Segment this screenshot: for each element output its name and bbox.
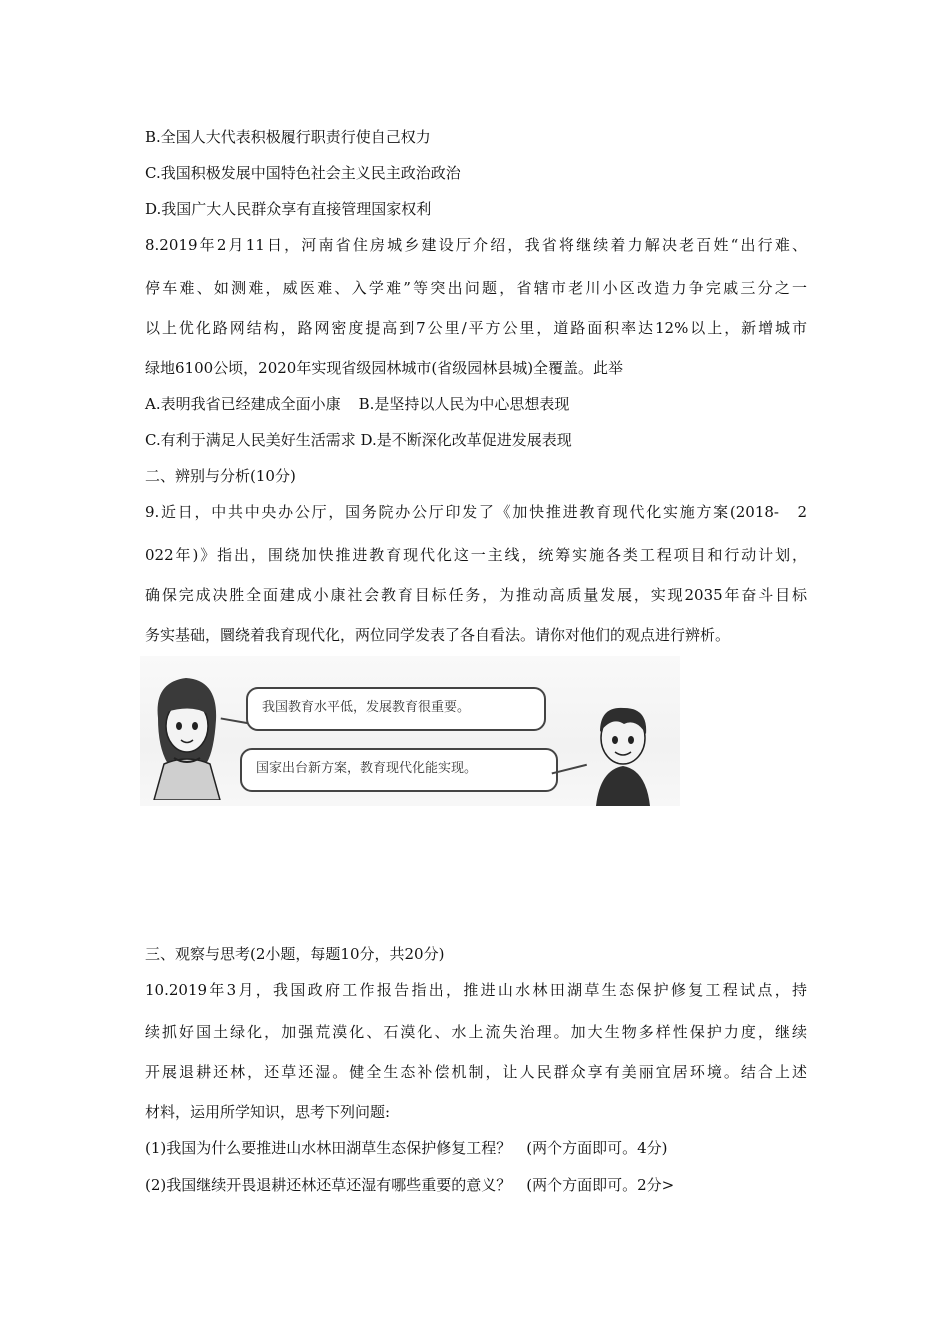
option-7b: B.全国人大代表积极履行职责行使自己权力 [145, 128, 431, 146]
question-10-line-1: 10.2019年3月，我国政府工作报告指出，推进山水林田湖草生态保护修复工程试点，持 [145, 981, 807, 999]
dialogue-illustration [140, 656, 680, 806]
question-10-sub-1: (1)我国为什么要推进山水林田湖草生态保护修复工程？ (两个方面即可。4分) [145, 1139, 668, 1157]
question-10-line-4: 材料，运用所学知识，思考下列问题: [145, 1103, 391, 1121]
question-10-line-2: 续抓好国土绿化，加强荒漠化、石漠化、水上流失治理。加大生物多样性保护力度，继续 [145, 1023, 807, 1041]
question-10-line-3: 开展退耕还林，还草还湿。健全生态补偿机制，让人民群众享有美丽宜居环境。结合上述 [145, 1063, 807, 1081]
question-8-line-4: 绿地6100公顷，2020年实现省级园林城市(省级园林县城)全覆盖。此举 [145, 359, 624, 377]
section-2-heading: 二、辨别与分析(10分) [145, 467, 296, 485]
girl-figure [148, 668, 226, 800]
question-8-line-3: 以上优化路网结构，路网密度提高到7公里/平方公里，道路面积率达12%以上，新增城市 [145, 319, 807, 337]
option-8b: B.是坚持以人民为中心思想表现 [358, 395, 570, 413]
option-8a: A.表明我省已经建成全面小康 [145, 395, 341, 413]
speech-bubble-2: 国家出台新方案，教育现代化能实现。 [240, 748, 558, 792]
speech-bubble-1: 我国教育水平低，发展教育很重要。 [246, 687, 546, 731]
boy-figure [586, 696, 660, 806]
question-10-sub-2: (2)我国继续开畏退耕还林还草还湿有哪些重要的意义？ (两个方面即可。2分> [145, 1176, 675, 1194]
option-8d: D.是不断深化改革促进发展表现 [360, 431, 572, 449]
option-7d: D.我国广大人民群众享有直接管理国家权利 [145, 200, 432, 218]
option-7c: C.我国积极发展中国特色社会主义民主政治政治 [145, 164, 461, 182]
question-8-line-2: 停车难、如测难，威医难、入学难”等突出问题，省辖市老川小区改造力争完戚三分之一 [145, 279, 807, 297]
question-8-options-cd [145, 430, 572, 450]
question-9-line-2: 022年)》指出，围绕加快推进教育现代化这一主线，统筹实施各类工程项目和行动计划， [145, 546, 807, 564]
question-9-line-1: 9.近日，中共中央办公厅，国务院办公厅印发了《加快推进教育现代化实施方案(2018- 2 [145, 503, 807, 521]
question-8-options-ab [145, 394, 569, 414]
section-3-heading: 三、观察与思考(2小题，每题10分，共20分) [145, 945, 445, 963]
option-8c: C.有利于满足人民美好生活需求 [145, 431, 356, 449]
question-9-line-4: 务实基础，圜绕着我育现代化，两位同学发表了各自看法。请你对他们的观点进行辨析。 [145, 626, 731, 644]
question-9-line-3: 确保完成决胜全面建成小康社会教育目标任务，为推动高质量发展，实现2035年奋斗目标 [145, 586, 807, 604]
question-8-line-1: 8.2019年2月11日，河南省住房城乡建设厅介绍，我省将继续着力解决老百姓“出行难、 [145, 236, 807, 254]
